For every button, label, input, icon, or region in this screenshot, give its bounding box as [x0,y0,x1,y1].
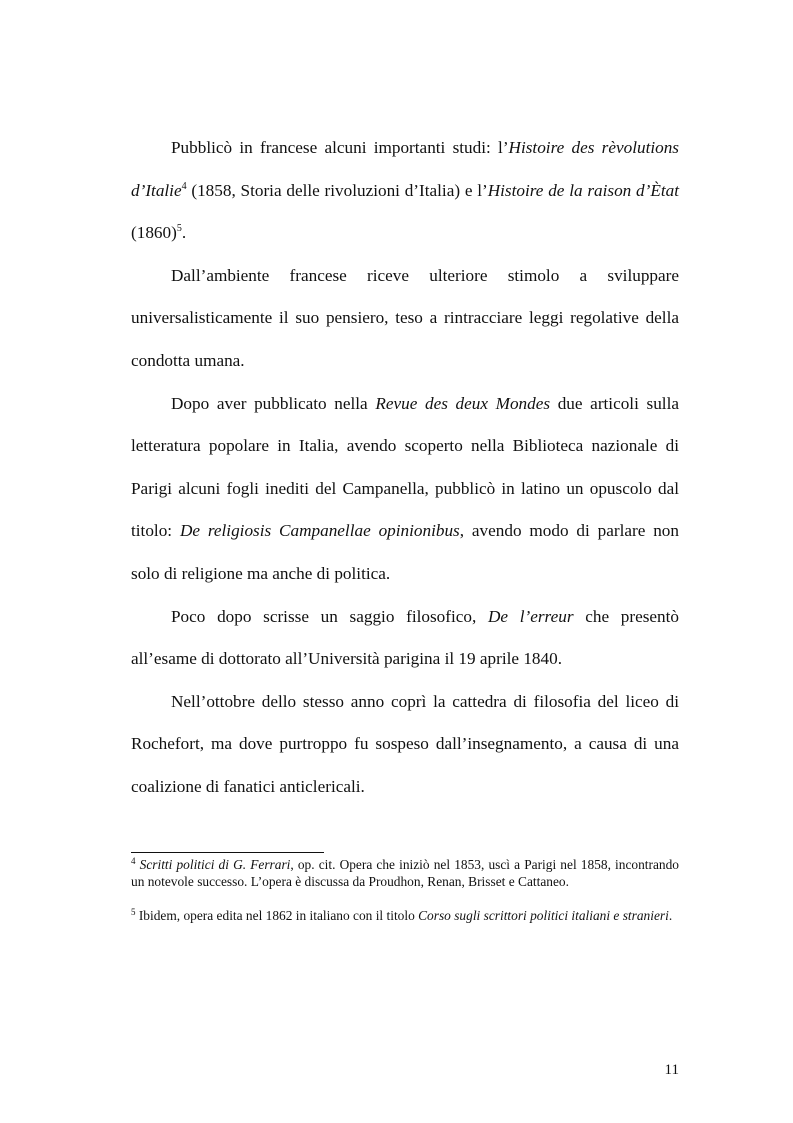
book-title: Histoire des rèvolutions d’Italie [131,138,679,200]
paragraph-text: Dopo aver pubblicato nella [171,393,376,413]
footnote-title: Corso sugli scrittori politici italiani e stranieri [418,908,669,924]
paragraph-3 [131,383,679,596]
footnote-text: Ibidem, opera edita nel 1862 in italiano con il titolo [135,908,419,924]
paragraph-text: Dall’ambiente francese riceve ulteriore stimolo a sviluppare universalisticamente il suo pensiero, teso a rintracciare leggi regolative della condotta umana. [131,265,679,370]
paragraph-4 [131,596,679,681]
footnote-number: 5 [131,907,136,918]
footnote-number: 4 [131,856,136,866]
page-number: 11 [664,1062,679,1078]
body-text [131,127,679,809]
footnotes [131,856,679,925]
paragraph-text: che presentò all’esame di dottorato all’Università parigina il 19 aprile 1840. [131,606,680,669]
paragraph-text: Nell’ottobre dello stesso anno coprì la cattedra di filosofia del liceo di Rochefort, ma dove purtroppo fu sospeso dall’insegnamento, a causa di una coalizione di fanatici anticlericali. [131,691,679,796]
book-title: Histoire de la raison d’Ètat [487,180,679,200]
footnote-separator [131,852,324,853]
book-title: De religiosis Campanellae opinionibus [179,521,460,541]
book-title: De l’erreur [488,606,574,626]
journal-title: Revue des deux Mondes [375,393,551,413]
paragraph-2 [131,255,679,383]
footnote-title: Scritti politici di G. Ferrari [139,857,291,872]
footnote-text: . [668,908,673,924]
footnote-4 [131,856,679,890]
footnote-text: , op. cit. Opera che iniziò nel 1853, uscì a Parigi nel 1858, incontrando un notevole successo. L’opera è discussa da Proudhon, Renan, Brisset e Cattaneo. [131,857,679,890]
paragraph-5 [131,681,679,809]
paragraph-text: Poco dopo scrisse un saggio filosofico, [171,606,488,626]
paragraph-text: . [181,223,187,243]
paragraph-text: , avendo modo di parlare non solo di religione ma anche di politica. [131,521,679,583]
paragraph-text: (1858, Storia delle rivoluzioni d’Italia) e l’ [186,180,488,200]
footnote-ref: 4 [181,180,187,192]
footnote-5 [131,907,679,924]
paragraph-text: (1860) [131,223,177,243]
footnote-ref: 5 [176,223,182,235]
paragraph-text: Pubblicò in francese alcuni importanti studi: l’ [171,138,509,157]
paragraph-1 [131,127,679,255]
paragraph-text: due articoli sulla letteratura popolare in Italia, avendo scoperto nella Biblioteca nazionale di Parigi alcuni fogli inediti del Campanella, pubblicò in latino un opuscolo dal titolo: [131,393,679,541]
